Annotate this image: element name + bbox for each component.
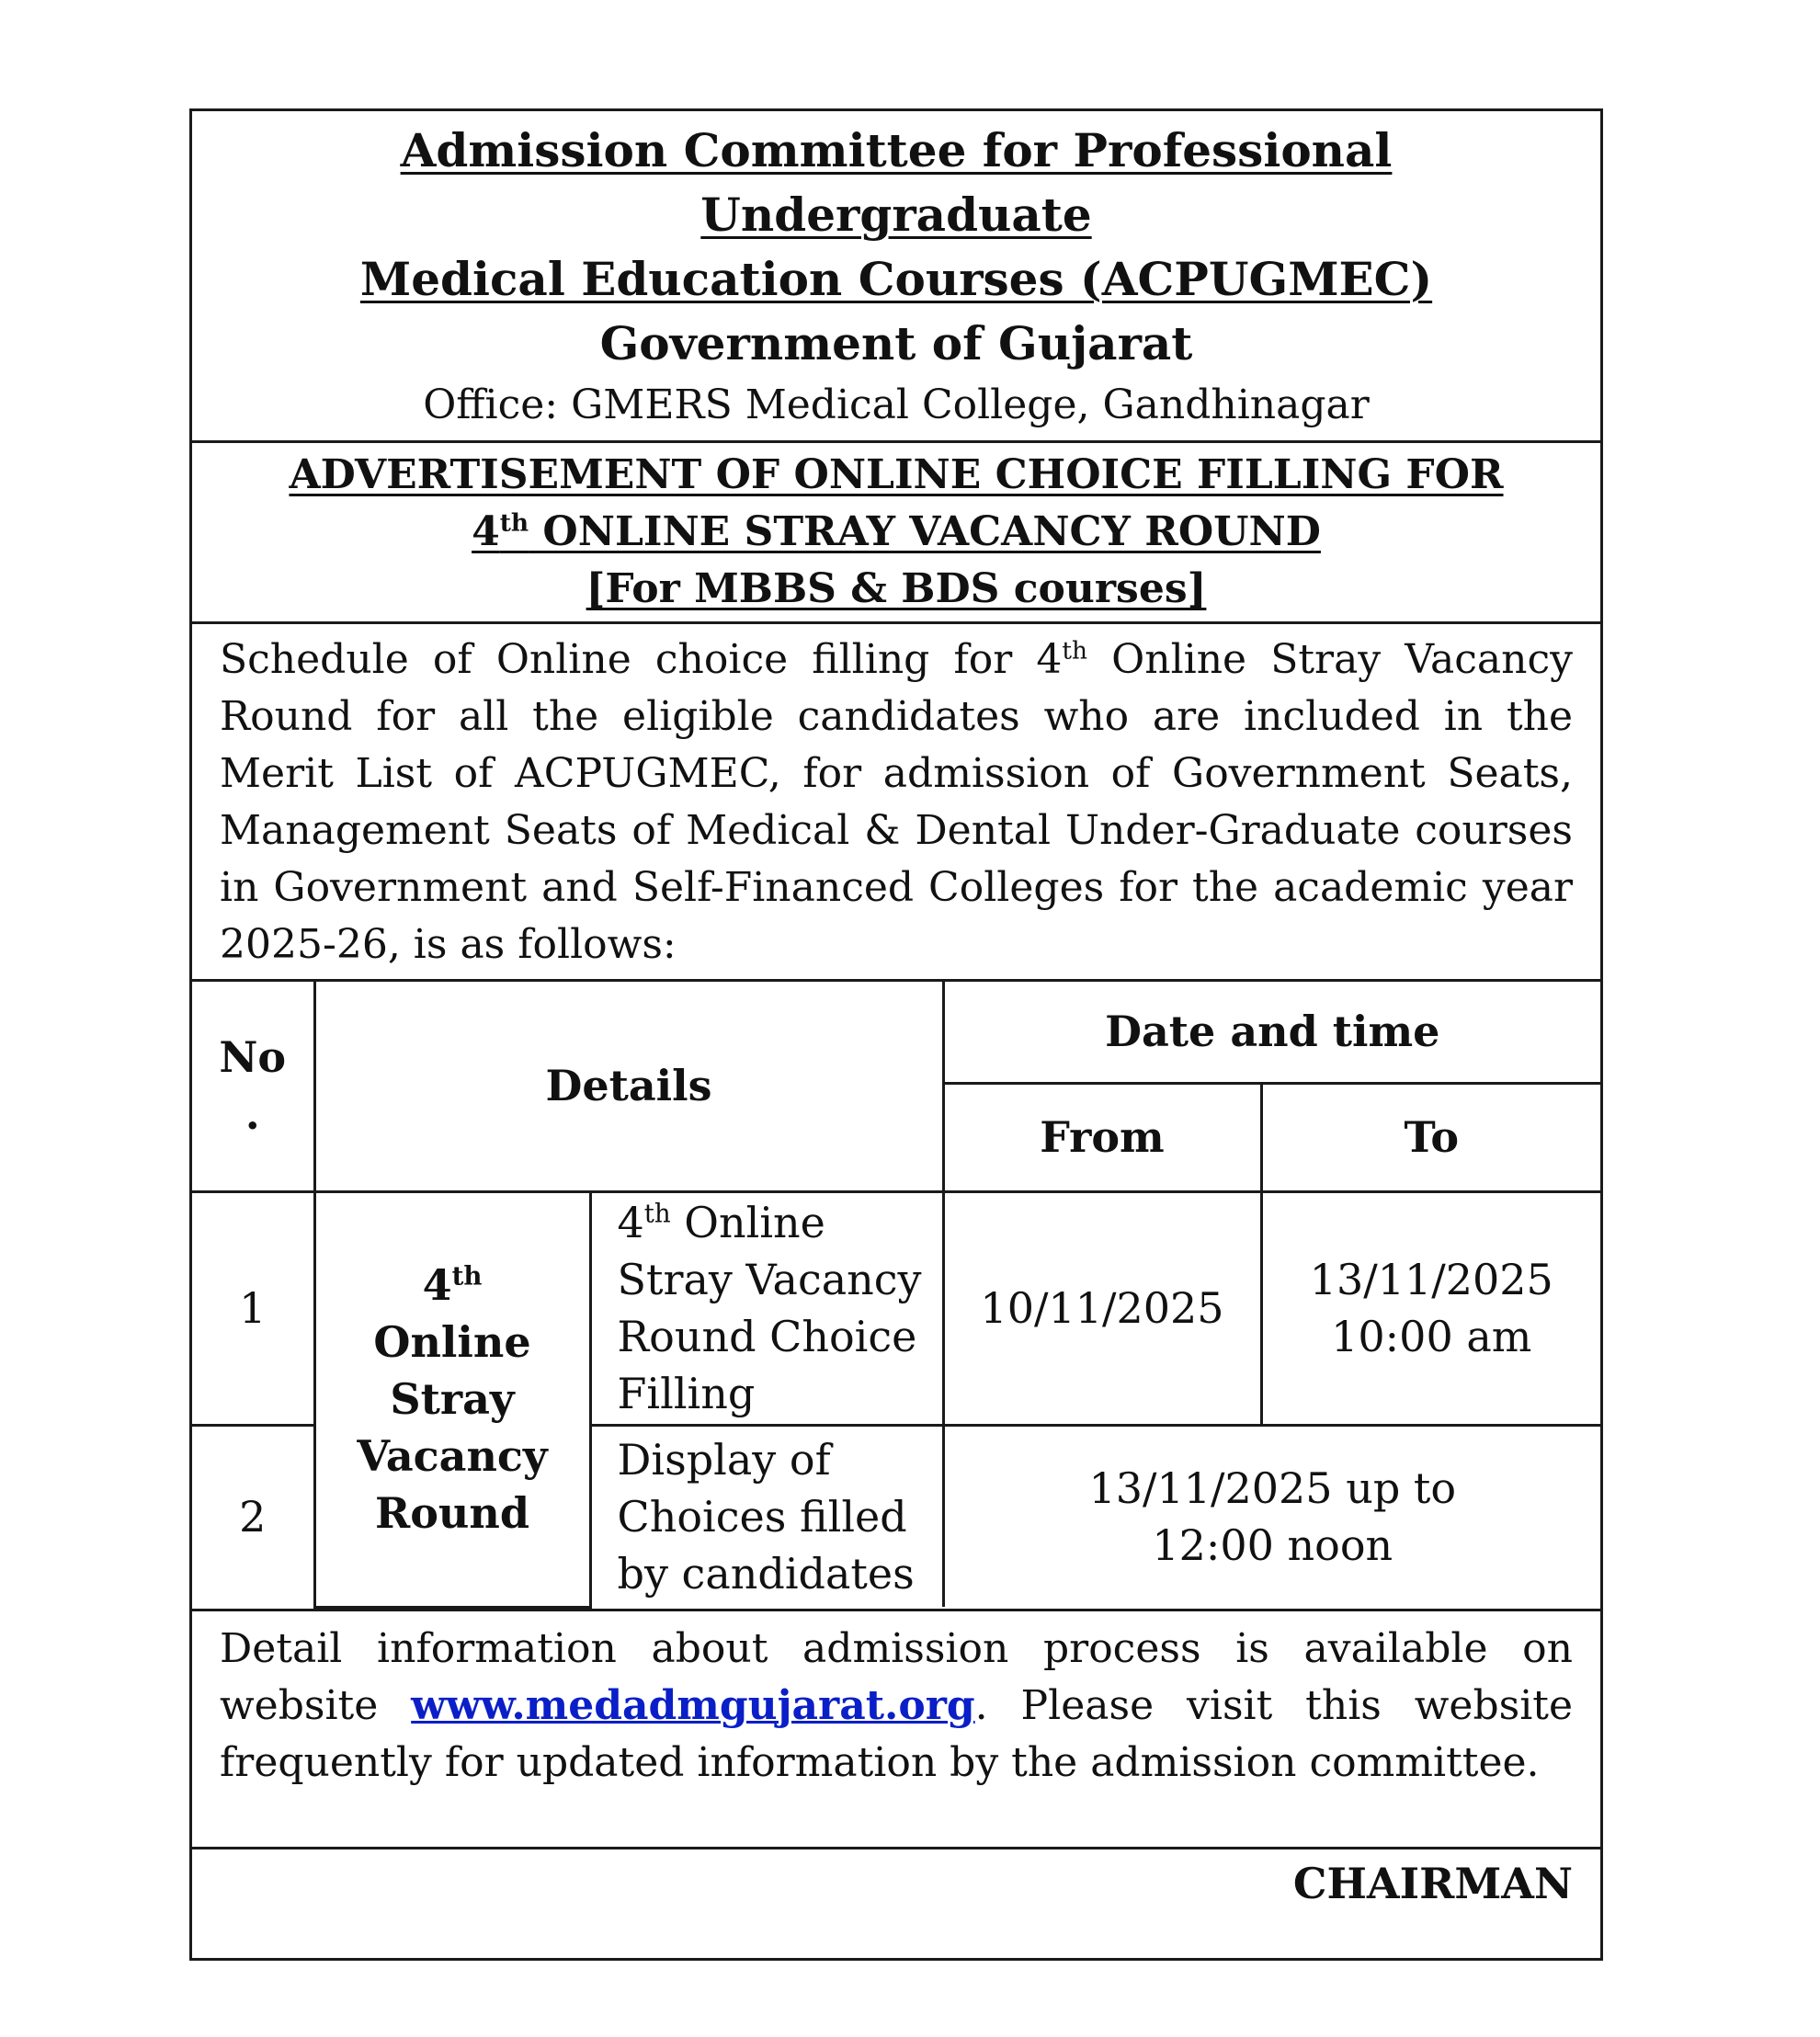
header-no-dot: . [245, 1089, 260, 1140]
row1-detail-suffix: th [643, 1198, 671, 1229]
advert-ordinal-suffix: th [499, 508, 529, 538]
advert-line3: [For MBBS & BDS courses] [586, 565, 1207, 612]
row1-from-date: 10/11/2025 [943, 1191, 1261, 1425]
office-address: Office: GMERS Medical College, Gandhinagar [423, 381, 1370, 428]
website-link[interactable]: www.medadmgujarat.org [411, 1681, 975, 1729]
round-ordinal-suffix: th [451, 1260, 483, 1292]
advert-line2 [210, 504, 1582, 561]
table-row [192, 1191, 1600, 1425]
intro-paragraph [192, 624, 1600, 982]
schedule-table [192, 982, 1600, 1609]
row1-to-date [1261, 1191, 1600, 1425]
intro-ordinal-suffix: th [1062, 636, 1088, 666]
round-line2: Online [373, 1317, 531, 1367]
round-line4: Vacancy [357, 1431, 548, 1481]
advert-line2-text: ONLINE STRAY VACANCY ROUND [529, 508, 1321, 555]
row2-number: 2 [192, 1425, 314, 1607]
row1-details [590, 1191, 943, 1425]
committee-title-line2: Medical Education Courses (ACPUGMEC) [359, 252, 1433, 306]
header-date-time: Date and time [943, 982, 1600, 1083]
round-ordinal-number: 4 [422, 1260, 452, 1310]
header-no [192, 982, 314, 1191]
round-line3: Stray [390, 1374, 515, 1424]
footer-text-end: . Please visit this website frequently for updated information by the admission committee. [220, 1681, 1573, 1786]
notice-header [192, 111, 1600, 443]
advertisement-heading [192, 443, 1600, 624]
committee-title-line1: Admission Committee for Professional Undergraduate [400, 123, 1393, 242]
advert-ordinal: 4 [472, 508, 500, 555]
row2-date [943, 1425, 1600, 1607]
row1-number: 1 [192, 1191, 314, 1425]
notice-document [189, 108, 1603, 1961]
round-name-cell [314, 1191, 590, 1607]
advert-line1: ADVERTISEMENT OF ONLINE CHOICE FILLING FOR [289, 451, 1504, 498]
row2-date-line2: 12:00 noon [1152, 1519, 1393, 1570]
footer-information [192, 1611, 1600, 1849]
signature-block [192, 1849, 1600, 1958]
header-details: Details [314, 982, 943, 1191]
row2-detail-line1: Display of [617, 1434, 831, 1485]
chairman-signature: CHAIRMAN [1292, 1858, 1573, 1908]
row1-detail-line3: Round Choice [617, 1312, 917, 1361]
intro-text-start: Schedule of Online choice filling for 4 [220, 636, 1063, 683]
row1-to-date-line1: 13/11/2025 [1309, 1255, 1553, 1304]
intro-text-rest: Online Stray Vacancy Round for all the eligible candidates who are included in the Merit List of ACPUGMEC, for admission of Government Seats, Management Seats of Medical & Dental Under-Graduate courses in Government and Self-Financed Colleges for the academic year 2025-26, is as follows: [220, 636, 1573, 968]
row2-date-line1: 13/11/2025 up to [1088, 1462, 1457, 1513]
row1-detail-line2: Stray Vacancy [617, 1255, 922, 1304]
government-name: Government of Gujarat [599, 316, 1193, 370]
row1-detail-line1 [618, 1194, 935, 1251]
row2-details [590, 1425, 943, 1607]
round-ordinal [317, 1257, 588, 1314]
round-line5: Round [375, 1488, 529, 1538]
row1-detail-line4: Filling [617, 1369, 756, 1418]
row2-detail-line3: by candidates [617, 1548, 915, 1599]
header-no-label: No [219, 1032, 287, 1083]
schedule-table-section [192, 982, 1600, 1611]
row2-detail-line2: Choices filled [617, 1491, 907, 1542]
row1-detail-ordinal: 4 [617, 1198, 644, 1247]
row1-detail-line1-text: Online [670, 1198, 825, 1247]
row1-to-date-line2: 10:00 am [1331, 1312, 1532, 1361]
header-from: From [943, 1083, 1261, 1191]
footer-text-start: Detail information about admission process is available on website [220, 1624, 1573, 1729]
header-to: To [1261, 1083, 1600, 1191]
